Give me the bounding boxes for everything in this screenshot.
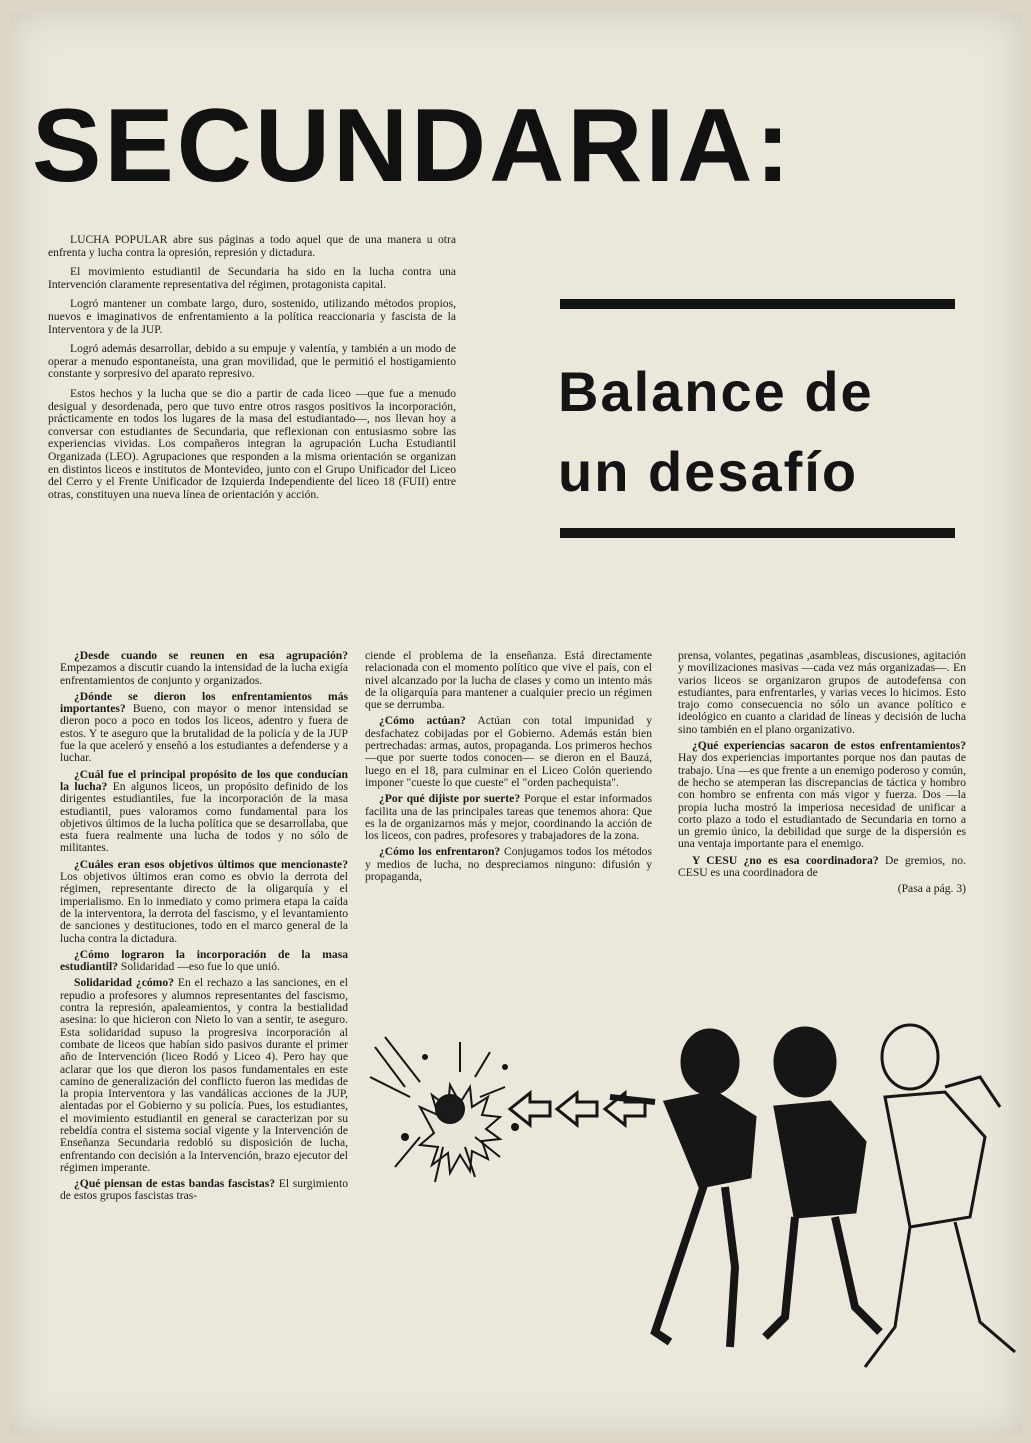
question: ¿Qué experiencias sacaron de estos enfrentamientos? (692, 739, 966, 753)
bottom-rule (560, 528, 955, 538)
answer: Conjugamos todos los métodos y medios de lucha, no despreciamos ninguno: difusión y propaganda, (365, 845, 652, 884)
question: ¿Qué piensan de estas bandas fascistas? (74, 1177, 276, 1191)
answer: De gremios, no. CESU es una coordinadora de (678, 853, 966, 880)
column-1 (60, 650, 348, 1207)
intro-paragraph: El movimiento estudiantil de Secundaria ha sido en la lucha contra una Intervención claramente representativa del régimen, protagonista capital. (48, 265, 456, 291)
question: ¿Desde cuando se reunen en esa agrupación? (74, 649, 348, 662)
answer: ciende el problema de la enseñanza. Está directamente relacionada con el momento político que vive el país, con el nivel alcanzado por la lucha de clases y como un intento más de la oligarquía para mantener a cualquier precio un régimen que se derrumba. (365, 649, 652, 712)
answer: Porque el estar informados facilita una de las principales tareas que tenemos ahora: Que es la de organizarnos más y mejor, coordinando la acción de los liceos, con padres, profesores y trabajadores de la zona. (365, 792, 652, 843)
continued-note: (Pasa a pág. 3) (897, 882, 966, 896)
question: ¿Dónde se dieron los enfrentamientos más importantes? (60, 689, 348, 716)
intro-paragraph: Estos hechos y la lucha que se dio a partir de cada liceo —que fue a menudo desigual y desordenada, pero que tuvo entre otros rasgos positivos la incorporación, prácticamente en todos los lugares de la masa del estudiantado—, nos llevan hoy a conversar con estudiantes de Secundaria, que reflexionan con entusiasmo sobre las experiencias vividas. Los compañeros integran la agrupación Lucha Estudiantil Organizada (LEO). Agrupaciones que responden a la misma orientación se organizan en distintos liceos e institutos de Montevideo, junto con el Grupo Unificador del Liceo del Cerro y el Frente Unificador de Izquierda Independiente del liceo 18 (FUII) entre otras, constituyen una nueva línea de orientación y acción. (48, 386, 456, 501)
intro-paragraph: Logró mantener un combate largo, duro, sostenido, utilizando métodos propios, nuevos e imaginativos de enfrentamiento a la política reaccionaria y fascista de la Interventora y de la JUP. (48, 297, 456, 336)
answer: Actúan con total impunidad y desfachatez cobijadas por el Gobierno. Además están bien pertrechadas: armas, autos, propaganda. Los primeros hechos —que por suerte todos conocen— se dieron en el Bauzá, luego en el 18, para culminar en el Liceo Colón queriendo imponer "cueste lo que cueste" el "orden pachequista". (365, 714, 652, 789)
column-2 (365, 650, 652, 887)
answer: Bueno, con mayor o menor intensidad se dieron poco a poco en todos los liceos, adentro y fuera de estos. Y te aseguro que la brutalidad de la policía y de la JUP fue la que aceleró y enseñó a los estudiantes a defenderse y a luchar. (60, 702, 348, 765)
subtitle (558, 352, 968, 512)
magazine-page (10, 12, 1022, 1434)
question: ¿Cuáles eran esos objetivos últimos que mencionaste? (74, 857, 348, 871)
question: Y CESU ¿no es esa coordinadora? (692, 853, 879, 867)
question: ¿Por qué dijiste por suerte? (379, 792, 521, 806)
intro-paragraph: Logró además desarrollar, debido a su empuje y valentía, y también a un modo de operar a menudo espontaneísta, una gran movilidad, que le permitió el hostigamiento constante y sorpresivo del aparato represivo. (48, 342, 456, 381)
explosion-icon (370, 1037, 518, 1182)
running-figure-icon (610, 1030, 755, 1347)
headline: SECUNDARIA: (32, 88, 793, 204)
answer: El surgimiento de estos grupos fascistas tras- (60, 1177, 348, 1203)
subtitle-line: Balance de (558, 360, 874, 423)
answer: Empezamos a discutir cuando la intensidad de la lucha exigía enfrentamientos de conjunto y organizados. (60, 661, 348, 687)
answer: En algunos liceos, un propósito definido de los dirigentes estudiantiles, fue la incorporación de la masa estudiantil, pues valoramos como fundamental para los objetivos últimos de la lucha política que se desarrollaba, que esta fuera realmente una lucha de todos y no sólo de militantes. (60, 779, 348, 855)
subtitle-line: un desafío (558, 440, 859, 503)
question: ¿Cuál fue el principal propósito de los que conducían la lucha? (60, 767, 348, 793)
question: ¿Cómo actúan? (379, 714, 466, 728)
top-rule (560, 299, 955, 309)
answer: Hay dos experiencias importantes porque nos dan pautas de trabajo. Una —es que frente a un enemigo poderoso y común, de hecho se atemperan las discrepancias de táctica y hombro con hombro se enfrenta con más vigor y fuerza. Dos —la propia lucha mostró la imperiosa necesidad de unificar a corto plazo a todo el estudiantado de Secundaria en torno a un gremio único, la debilidad que surge de la dispersión es una ventaja importante para el enemigo. (678, 751, 966, 851)
question: ¿Cómo los enfrentaron? (379, 845, 501, 859)
intro-text (48, 234, 456, 508)
intro-paragraph: LUCHA POPULAR abre sus páginas a todo aquel que de una manera u otra enfrenta y lucha contra la opresión, represión y dictadura. (48, 233, 456, 259)
running-figure-icon (865, 1025, 1015, 1367)
answer: prensa, volantes, pegatinas ,asambleas, discusiones, agitación y movilizaciones masivas —cada vez más organizadas—. En varios liceos se organizaron grupos de autodefensa con estudiantes, para enfrentarles, y varias veces lo hicimos. Esto trajo como consecuencia no sólo un avance político e ideológico en cuanto a claridad de líneas y decisión de lucha sino también en el plano organizativo. (678, 649, 966, 736)
question: Solidaridad ¿cómo? (74, 976, 174, 990)
answer: En el rechazo a las sanciones, en el repudio a profesores y alumnos representantes del fascismo, contra la represión, apaleamientos, y contra la bestialidad asesina: lo que hicieron con Nieto lo van a sentir, te aseguro. Esta solidaridad supuso la progresiva incorporación al combate de liceos que habían sido pasivos durante el primer año de Intervención (liceo Rodó y Liceo 4). Pero hay que aclarar que los que dieron los pasos fundamentales en este camino de generalización del conflicto fueron las medidas de la propia Interventora y las vandálicas acciones de la JUP, alentadas por el Gobierno y su policía. Pues, los estudiantes, el movimiento estudiantil en general se caracterizan por su rebeldía contra el sistema social vigente y la Intervención de Enseñanza Secundaria redobló su disposición de lucha, enfrentando con decisión a la Intervención, brazo ejecutor del régimen imperante. (60, 976, 348, 1174)
column-3 (678, 650, 966, 896)
answer: Solidaridad —eso fue lo que unió. (120, 960, 280, 974)
question: ¿Cómo lograron la incorporación de la masa estudiantil? (60, 947, 348, 974)
running-figures-illustration (365, 1017, 1030, 1387)
running-figure-icon (765, 1028, 880, 1337)
answer: Los objetivos últimos eran como es obvio la derrota del régimen, representante directo de la oligarquía y el imperialismo. En lo inmediato y como primera etapa la caída de la interventora, la derrota del fascismo, y el levantamiento de sanciones y destituciones, todo en el marco general de la lucha contra la dictadura. (60, 870, 348, 945)
